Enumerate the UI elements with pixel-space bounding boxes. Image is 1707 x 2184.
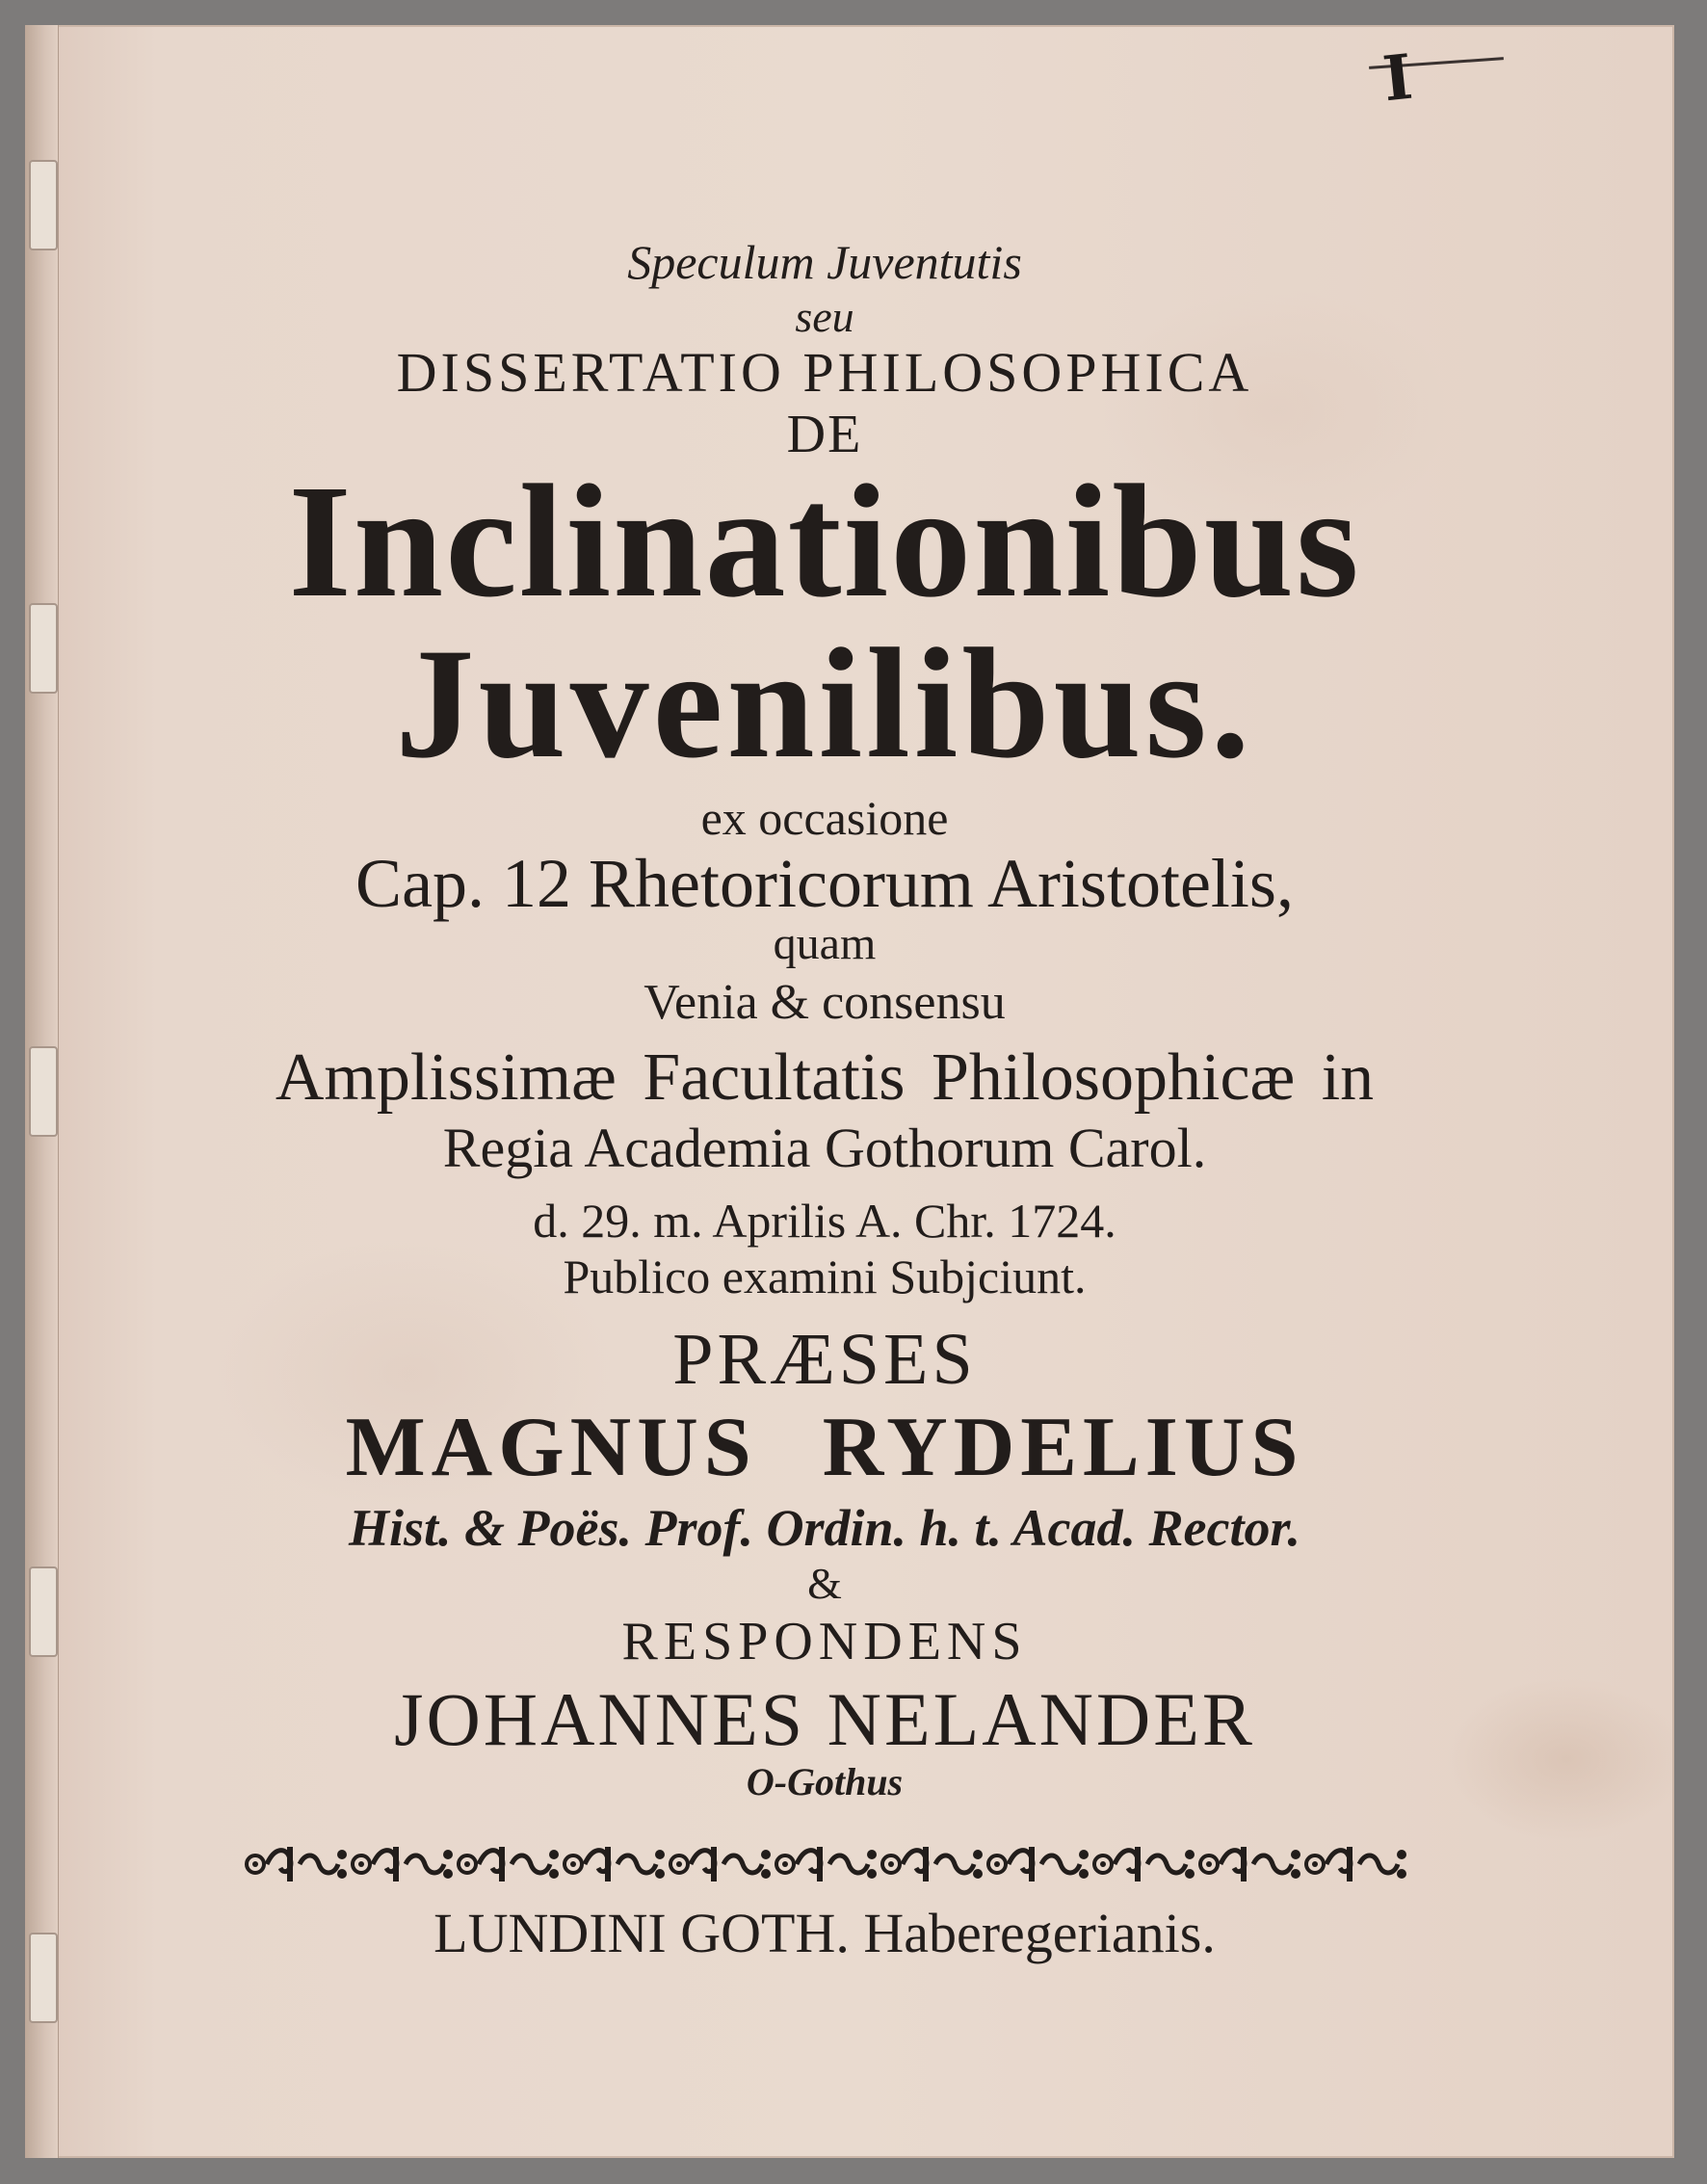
binding-stitch: [29, 603, 58, 694]
faculty-line: Amplissimæ Facultatis Philosophicæ in: [275, 1040, 1375, 1116]
title-page: [25, 25, 1674, 2158]
binding-stitch: [29, 1566, 58, 1657]
praeses-title: Hist. & Poës. Prof. Ordin. h. t. Acad. Rector.: [348, 1498, 1301, 1557]
main-title-line-2: Juvenilibus.: [395, 616, 1254, 791]
praeses-heading: PRÆSES: [672, 1318, 977, 1400]
date-line: d. 29. m. Aprilis A. Chr. 1724.: [533, 1193, 1116, 1248]
binding-stitch: [29, 1933, 58, 2023]
respondens-origin: O-Gothus: [746, 1760, 904, 1804]
publico-line: Publico examini Subjciunt.: [563, 1250, 1087, 1304]
printers-ornament-band: [242, 1837, 1407, 1891]
academy-line: Regia Academia Gothorum Carol.: [442, 1116, 1207, 1179]
respondens-name: JOHANNES NELANDER: [394, 1676, 1255, 1761]
praeses-name: MAGNUS RYDELIUS: [345, 1401, 1304, 1495]
de-line: DE: [786, 404, 863, 464]
stitched-binding-edge: [25, 25, 59, 2158]
venia-line: Venia & consensu: [643, 974, 1006, 1030]
handwritten-folio-mark: I: [1379, 40, 1416, 117]
chapter-reference-line: Cap. 12 Rhetoricorum Aristotelis,: [355, 844, 1294, 922]
seu-line: seu: [795, 291, 854, 341]
title-block: [189, 237, 1460, 1963]
dissertatio-line: DISSERTATIO PHILOSOPHICA: [396, 340, 1253, 404]
main-title-line-1: Inclinationibus: [288, 452, 1361, 632]
speculum-line: Speculum Juventutis: [627, 235, 1022, 289]
imprint-line: LUNDINI GOTH. Haberegerianis.: [433, 1902, 1216, 1965]
quam-line: quam: [773, 918, 877, 970]
binding-stitch: [29, 1046, 58, 1137]
respondens-heading: RESPONDENS: [621, 1611, 1028, 1671]
binding-stitch: [29, 160, 58, 250]
ampersand-line: &: [807, 1559, 842, 1609]
ex-occasione-line: ex occasione: [700, 791, 949, 846]
